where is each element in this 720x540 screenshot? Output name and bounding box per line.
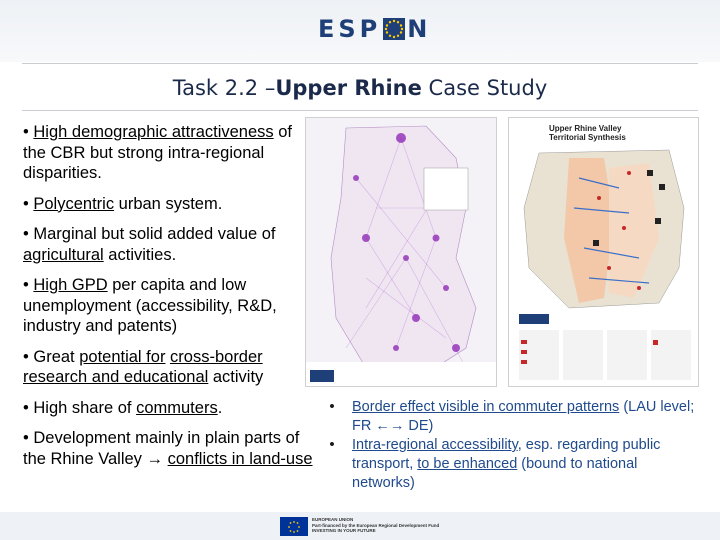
bullet-text: •: [23, 276, 34, 294]
left-bullet-item: [23, 194, 313, 215]
logo-text-left: ESP: [318, 15, 382, 43]
bullet-dot: •: [329, 398, 335, 415]
bullet-underlined-text: conflicts in land-use: [167, 449, 313, 468]
right-bullet-item: [312, 398, 702, 436]
left-bullet-item: [23, 122, 313, 184]
left-bullet-item: [23, 224, 313, 265]
title-prefix: Task 2.2 –: [172, 76, 276, 100]
globe-icon: [383, 18, 405, 40]
map2-title-line1: Upper Rhine Valley: [549, 124, 622, 133]
synthesis-map-graphic: [509, 118, 698, 386]
bullet-underlined-text: to be enhanced: [417, 456, 518, 472]
bullet-underlined-text: High demographic attractiveness: [33, 123, 274, 141]
left-bullet-item: [23, 428, 313, 469]
left-bullet-list: [23, 122, 313, 479]
bullet-text: • Great: [23, 347, 80, 366]
right-bullet-list: [312, 398, 702, 493]
commuter-map-graphic: [306, 118, 496, 386]
bullet-text: • Development mainly in plain parts of the Rhine Valley →: [23, 429, 300, 468]
bullet-text: • High share of: [23, 398, 137, 417]
bullet-underlined-text: cross-border research and educational: [23, 347, 263, 386]
bullet-underlined-text: Polycentric: [33, 194, 115, 213]
title-bar: [22, 63, 698, 111]
footer-line2: Part-financed by the European Regional Development Fund: [312, 522, 440, 528]
bullet-text: (LAU level; FR ←→ DE): [352, 399, 695, 434]
bullet-underlined-text: commuters: [136, 398, 218, 417]
title-bold: Upper Rhine: [275, 76, 422, 100]
bullet-text: .: [217, 398, 223, 417]
bullet-text: activity: [208, 368, 264, 386]
footer-line1: EUROPEAN UNION: [312, 517, 354, 522]
bullet-text: • Marginal but solid added value of: [23, 225, 276, 243]
bullet-text: •: [23, 194, 34, 213]
left-bullet-item: [23, 275, 313, 337]
right-bullet-text: [352, 436, 702, 493]
espon-logo: [318, 14, 431, 44]
eu-stars-icon: [284, 520, 304, 534]
left-bullet-item: [23, 398, 313, 419]
left-bullet-item: [23, 347, 313, 388]
bullet-underlined-text: High GPD: [33, 276, 108, 294]
right-bullet-text: [352, 398, 702, 436]
bullet-underlined-text: Border effect visible in commuter patterns: [352, 399, 620, 415]
bullet-underlined-text: Intra-regional accessibility: [352, 437, 518, 453]
footer-line3: INVESTING IN YOUR FUTURE: [312, 528, 376, 533]
synthesis-map-title: [549, 124, 689, 142]
title-suffix: Case Study: [421, 76, 548, 100]
bullet-text: per capita and low unemployment (accessibility, R&D, industry and patents): [23, 276, 277, 335]
eu-flag-icon: [280, 517, 308, 536]
bullet-dot: •: [329, 436, 335, 453]
bullet-text: activities.: [103, 245, 177, 264]
bullet-underlined-text: agricultural: [23, 245, 104, 264]
bullet-text: of the CBR but strong intra-regional disparities.: [23, 123, 293, 182]
bullet-text: (bound to national networks): [352, 456, 638, 491]
bullet-underlined-text: potential for: [79, 347, 166, 366]
bullet-text: , esp. regarding public transport,: [352, 437, 661, 472]
territorial-synthesis-map: [508, 117, 699, 387]
commuter-flow-map: [305, 117, 497, 387]
map2-title-line2: Territorial Synthesis: [549, 133, 626, 142]
slide-title: [22, 76, 698, 100]
bullet-text: •: [23, 123, 34, 141]
bullet-text: urban system.: [114, 194, 223, 213]
eu-funding-text: [312, 517, 462, 534]
logo-text-right: N: [407, 15, 432, 43]
right-bullet-item: [312, 436, 702, 493]
